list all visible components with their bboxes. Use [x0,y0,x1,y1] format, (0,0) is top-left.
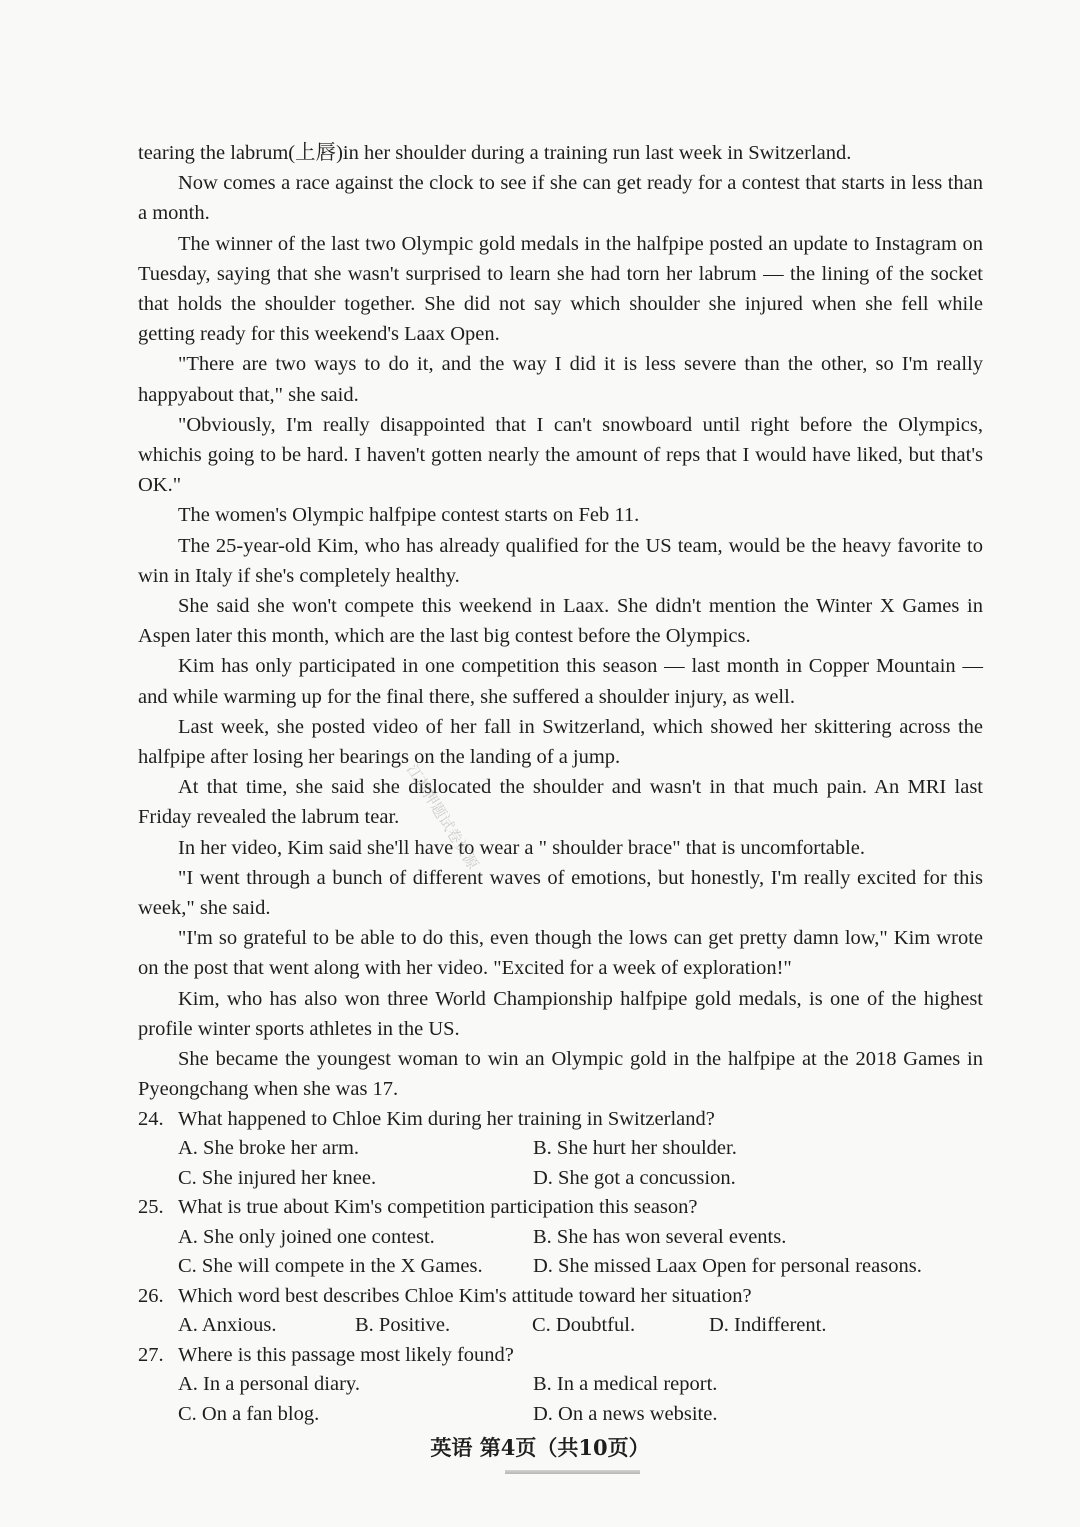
question-24 [138,1105,983,1194]
question-number: 24. [138,1107,164,1130]
option-a[interactable]: A. Anxious. [178,1314,277,1336]
option-c[interactable]: C. On a fan blog. [178,1402,320,1425]
footer-divider [505,1470,640,1474]
passage-paragraph: The 25-year-old Kim, who has already qualified for the US team, would be the heavy favorite to win in Italy if she's completely healthy. [138,534,983,587]
passage-paragraph: The winner of the last two Olympic gold medals in the halfpipe posted an update to Instagram on Tuesday, saying that she wasn't surprised to learn she had torn her labrum — the lining of the socket that holds the shoulder together. She did not say which shoulder she injured when she fell while getting ready for this weekend's Laax Open. [138,232,983,346]
option-b[interactable]: B. In a medical report. [533,1373,718,1395]
option-c[interactable]: C. She injured her knee. [178,1166,377,1189]
question-text: Where is this passage most likely found? [178,1343,514,1366]
question-text: What happened to Chloe Kim during her training in Switzerland? [178,1107,715,1130]
passage-paragraph: "There are two ways to do it, and the way I did it is less severe than the other, so I'm really happyabout that," she said. [138,353,983,406]
option-a[interactable]: A. She broke her arm. [178,1137,360,1159]
passage-paragraph: "Obviously, I'm really disappointed that I can't snowboard until right before the Olympics, whichis going to be hard. I haven't gotten nearly the amount of reps that I would have liked, but that's OK." [138,413,983,497]
passage-paragraph: She said she won't compete this weekend in Laax. She didn't mention the Winter X Games in Aspen later this month, which are the last big contest before the Olympics. [138,595,983,648]
option-b[interactable]: B. She hurt her shoulder. [533,1137,737,1159]
page-content [138,138,983,1429]
page-footer: 英语 第4页（共10页） [430,1435,650,1460]
question-26 [138,1282,983,1341]
question-number: 27. [138,1343,164,1366]
option-c[interactable]: C. Doubtful. [532,1314,636,1336]
passage-paragraph: The women's Olympic halfpipe contest starts on Feb 11. [178,504,640,527]
passage-paragraph: Now comes a race against the clock to see if she can get ready for a contest that starts in less than a month. [138,172,983,225]
question-number: 25. [138,1196,164,1218]
option-d[interactable]: D. She missed Laax Open for personal reasons. [533,1255,922,1277]
passage-paragraph: At that time, she said she dislocated the shoulder and wasn't in that much pain. An MRI last Friday revealed the labrum tear. [138,776,983,829]
passage-paragraph: Kim has only participated in one competition this season — last month in Copper Mountain — and while warming up for the final there, she suffered a shoulder injury, as well. [138,655,983,708]
passage-paragraph: Last week, she posted video of her fall in Switzerland, which showed her skittering across the halfpipe after losing her bearings on the landing of a jump. [138,715,983,769]
option-b[interactable]: B. Positive. [355,1314,451,1336]
option-c[interactable]: C. She will compete in the X Games. [178,1255,483,1277]
passage-paragraph: In her video, Kim said she'll have to wear a " shoulder brace" that is uncomfortable. [178,836,866,859]
question-27 [138,1341,983,1430]
passage-paragraph: "I'm so grateful to be able to do this, even though the lows can get pretty damn low," Kim wrote on the post that went along with her video. "Excited for a week of exploration!" [138,927,983,980]
passage-paragraph: Kim, who has also won three World Championship halfpipe gold medals, is one of the highest profile winter sports athletes in the US. [138,987,983,1040]
question-25 [138,1193,983,1282]
question-number: 26. [138,1284,164,1307]
option-d[interactable]: D. She got a concussion. [533,1166,736,1189]
watermark: 江苏押题试卷资源 [403,761,482,873]
passage-paragraph: tearing the labrum(上唇)in her shoulder during a training run last week in Switzerland. [138,142,852,164]
option-a[interactable]: A. In a personal diary. [178,1373,360,1395]
reading-passage [138,138,983,1105]
passage-paragraph: "I went through a bunch of different waves of emotions, but honestly, I'm really excited for this week," she said. [138,866,983,920]
option-b[interactable]: B. She has won several events. [533,1225,787,1248]
passage-paragraph: She became the youngest woman to win an Olympic gold in the halfpipe at the 2018 Games in Pyeongchang when she was 17. [138,1048,983,1101]
option-d[interactable]: D. On a news website. [533,1402,718,1425]
question-text: What is true about Kim's competition participation this season? [178,1196,698,1218]
question-text: Which word best describes Chloe Kim's attitude toward her situation? [178,1284,752,1307]
option-d[interactable]: D. Indifferent. [709,1314,827,1336]
option-a[interactable]: A. She only joined one contest. [178,1225,435,1248]
